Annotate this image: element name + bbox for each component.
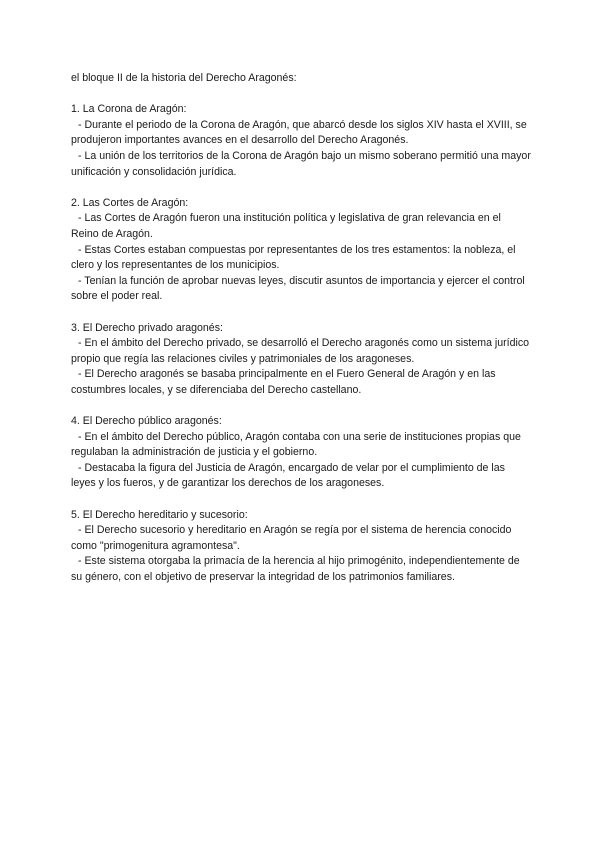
section-derecho-publico	[71, 414, 531, 492]
section-derecho-privado	[71, 321, 531, 399]
section-point: - La unión de los territorios de la Corona de Aragón bajo un mismo soberano permitió una mayor unificación y consolidación jurídica.	[71, 149, 531, 178]
section-title: 3. El Derecho privado aragonés:	[71, 321, 223, 334]
section-point: - Este sistema otorgaba la primacía de la herencia al hijo primogénito, independientemente de su género, con el objetivo de preservar la integridad de los patrimonios familiares.	[71, 555, 520, 583]
intro-text: el bloque II de la historia del Derecho Aragonés:	[71, 72, 297, 84]
section-derecho-hereditario	[71, 508, 531, 586]
section-point: - El Derecho aragonés se basaba principalmente en el Fuero General de Aragón y en las costumbres locales, y se diferenciaba del Derecho castellano.	[71, 368, 496, 396]
section-point: - Las Cortes de Aragón fueron una institución política y legislativa de gran relevancia en el Reino de Aragón.	[71, 212, 501, 240]
section-point: - En el ámbito del Derecho público, Aragón contaba con una serie de instituciones propias que regulaban la administración de justicia y el gobierno.	[71, 430, 521, 459]
section-point: - El Derecho sucesorio y hereditario en Aragón se regía por el sistema de herencia conocido como "primogenitura agramontesa".	[71, 524, 512, 552]
section-point: - Destacaba la figura del Justicia de Aragón, encargado de velar por el cumplimiento de las leyes y los fueros, y de garantizar los derechos de los aragoneses.	[71, 461, 505, 490]
section-point: - Tenían la función de aprobar nuevas leyes, discutir asuntos de importancia y ejercer el control sobre el poder real.	[71, 274, 525, 303]
section-corona	[71, 102, 531, 180]
section-point: - En el ámbito del Derecho privado, se desarrolló el Derecho aragonés como un sistema jurídico propio que regía las relaciones civiles y patrimoniales de los aragoneses.	[71, 337, 530, 365]
section-point: - Durante el periodo de la Corona de Aragón, que abarcó desde los siglos XIV hasta el XVIII, se produjeron importantes avances en el desarrollo del Derecho Aragonés.	[71, 118, 527, 147]
document-body	[71, 71, 531, 601]
section-cortes	[71, 196, 531, 305]
section-title: 2. Las Cortes de Aragón:	[71, 196, 189, 209]
section-title: 5. El Derecho hereditario y sucesorio:	[71, 508, 248, 521]
section-title: 4. El Derecho público aragonés:	[71, 415, 222, 428]
section-point: - Estas Cortes estaban compuestas por representantes de los tres estamentos: la nobleza, el clero y los representantes de los municipios.	[71, 243, 516, 272]
section-title: 1. La Corona de Aragón:	[71, 103, 187, 116]
